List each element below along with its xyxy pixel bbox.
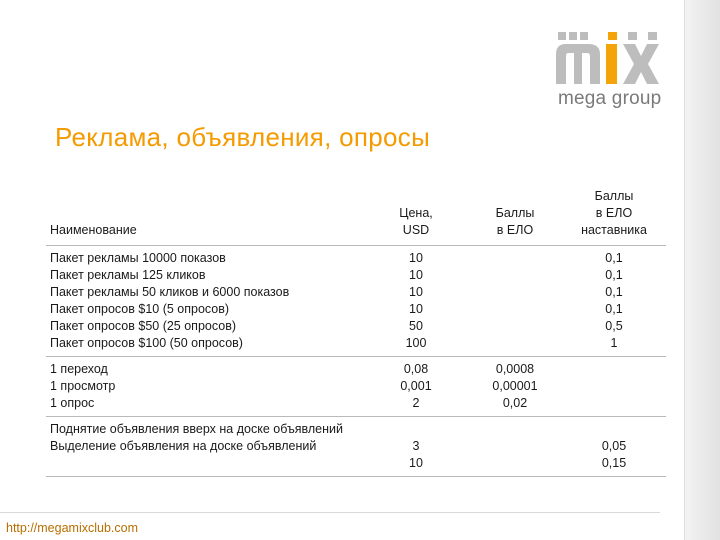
item-name: Пакет рекламы 10000 показов: [50, 251, 226, 265]
item-elo: [472, 438, 558, 455]
item-name: [50, 455, 360, 472]
mix-logo: [554, 30, 664, 108]
item-elo: [472, 318, 558, 335]
item-elo: 0,0008: [495, 362, 535, 376]
item-mentor: [566, 361, 662, 378]
mix-logo-mark: [554, 30, 664, 86]
header-name-label: Наименование: [50, 223, 137, 237]
item-name: Пакет рекламы 125 кликов: [50, 268, 206, 282]
item-elo: 0,02: [502, 396, 528, 410]
item-elo: 0,00001: [492, 379, 538, 393]
header-elo: [468, 186, 562, 246]
item-name: Пакет рекламы 50 кликов и 6000 показов: [50, 285, 290, 299]
item-mentor: [566, 378, 662, 395]
header-name: [46, 186, 364, 246]
slide-title: Реклама, объявления, опросы: [55, 122, 431, 152]
price-table: [46, 186, 666, 477]
item-price: 10: [409, 268, 423, 282]
item-price: 10: [409, 251, 423, 265]
item-price: [368, 421, 464, 438]
item-price: 0,08: [403, 362, 429, 376]
table-row: [46, 417, 666, 477]
item-elo: [472, 301, 558, 318]
item-price: 0,001: [400, 379, 432, 393]
names-cell: [46, 357, 364, 417]
header-mentor-line1: Баллы: [594, 189, 634, 203]
item-price: 10: [409, 302, 423, 316]
logo-subtitle: mega group: [558, 88, 662, 109]
item-name: Выделение объявления на доске объявлений: [50, 439, 317, 453]
footer-divider: [0, 512, 660, 513]
right-decor-bar: [684, 0, 720, 540]
header-mentor-line2: в ЕЛО наставника: [581, 206, 647, 237]
header-mentor: [562, 186, 666, 246]
item-name: 1 просмотр: [50, 379, 116, 393]
item-elo: [472, 267, 558, 284]
item-name: 1 переход: [50, 362, 108, 376]
prices-cell: [364, 357, 468, 417]
item-mentor: 0,1: [605, 268, 623, 282]
item-elo: [472, 335, 558, 352]
item-mentor: 0,1: [605, 251, 623, 265]
item-mentor: 0,15: [601, 456, 627, 470]
item-price: 10: [409, 285, 423, 299]
item-mentor: 0,1: [605, 285, 623, 299]
item-elo: [472, 455, 558, 472]
item-mentor: [566, 421, 662, 438]
header-price-line1: Цена,: [399, 206, 433, 220]
header-price-line2: USD: [402, 223, 430, 237]
prices-cell: [364, 417, 468, 477]
header-price: [364, 186, 468, 246]
item-price: 10: [409, 456, 423, 470]
item-mentor: [566, 395, 662, 412]
table-header-row: [46, 186, 666, 246]
website-link[interactable]: http://megamixclub.com: [6, 521, 138, 535]
elo-cell: [468, 246, 562, 357]
header-elo-line2: в ЕЛО: [496, 223, 534, 237]
prices-cell: [364, 246, 468, 357]
item-elo: [472, 250, 558, 267]
names-cell: [46, 417, 364, 477]
item-name: Пакет опросов $100 (50 опросов): [50, 336, 243, 350]
mentor-cell: [562, 417, 666, 477]
right-decor-edge: [684, 0, 690, 540]
names-cell: [46, 246, 364, 357]
item-name: Пакет опросов $50 (25 опросов): [50, 319, 236, 333]
header-elo-line1: Баллы: [495, 206, 535, 220]
item-price: 3: [412, 439, 420, 453]
item-elo: [472, 284, 558, 301]
item-name: 1 опрос: [50, 396, 95, 410]
item-name: Поднятие объявления вверх на доске объявлений: [50, 422, 343, 436]
item-price: 2: [412, 396, 420, 410]
item-mentor: 1: [610, 336, 618, 350]
mentor-cell: [562, 357, 666, 417]
item-mentor: 0,05: [601, 439, 627, 453]
table-row: [46, 246, 666, 357]
item-elo: [472, 421, 558, 438]
elo-cell: [468, 357, 562, 417]
item-price: 100: [405, 336, 427, 350]
item-mentor: 0,5: [605, 319, 623, 333]
mentor-cell: [562, 246, 666, 357]
item-price: 50: [409, 319, 423, 333]
elo-cell: [468, 417, 562, 477]
item-name: Пакет опросов $10 (5 опросов): [50, 302, 230, 316]
table-row: [46, 357, 666, 417]
item-mentor: 0,1: [605, 302, 623, 316]
